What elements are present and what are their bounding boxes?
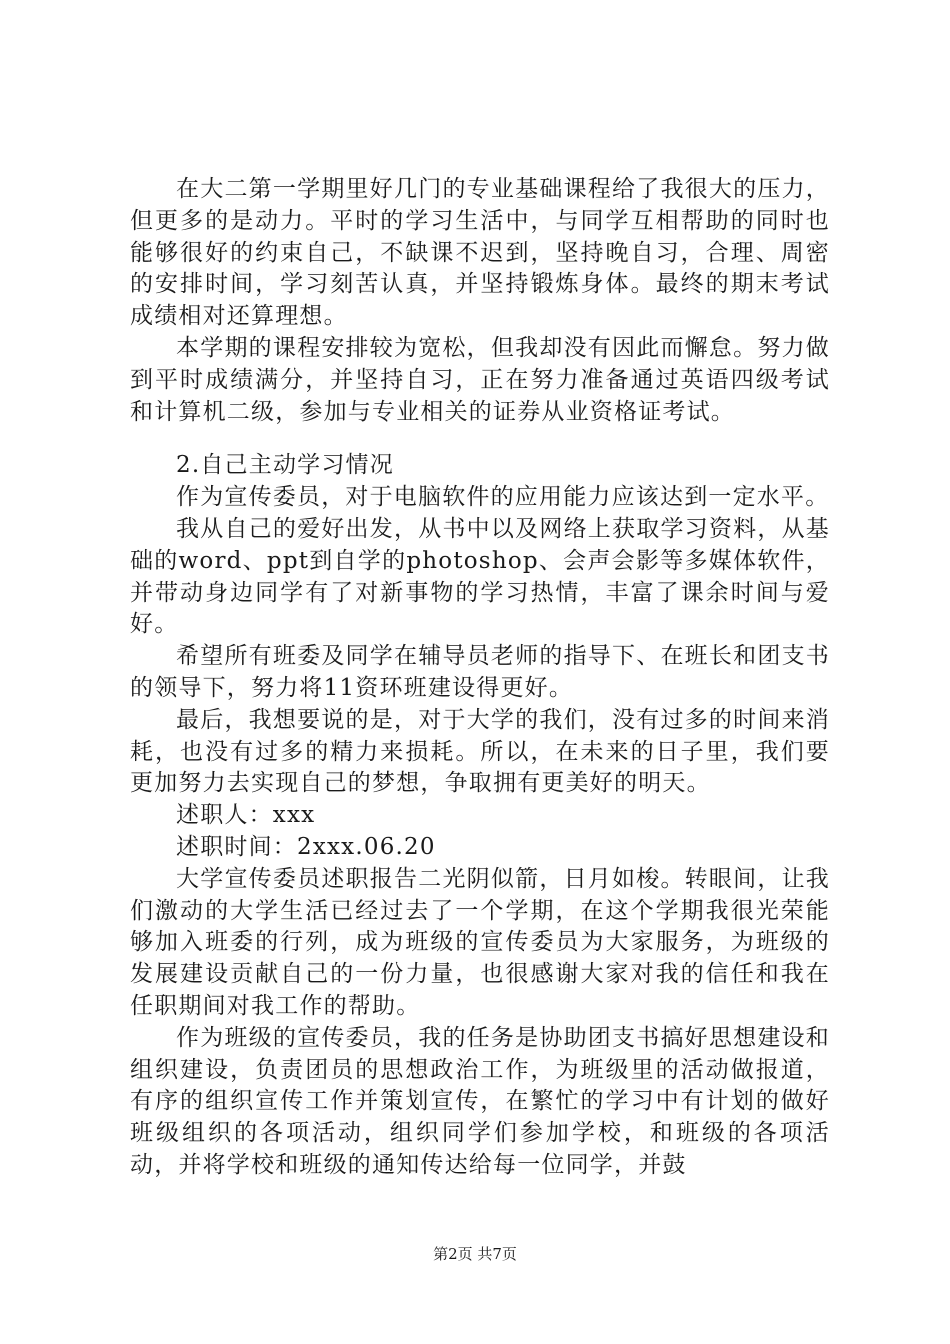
paragraph: 最后，我想要说的是，对于大学的我们，没有过多的时间来消耗，也没有过多的精力来损耗。所以，在未来的日子里，我们要更加努力去实现自己的梦想，争取拥有更美好的明天。 <box>130 706 830 797</box>
document-body <box>130 174 830 1182</box>
paragraph: 我从自己的爱好出发，从书中以及网络上获取学习资料，从基础的word、ppt到自学的photoshop、会声会影等多媒体软件，并带动身边同学有了对新事物的学习热情，丰富了课余时间与爱好。 <box>130 515 830 638</box>
paragraph-gap <box>130 428 830 450</box>
paragraph: 希望所有班委及同学在辅导员老师的指导下、在班长和团支书的领导下，努力将11资环班建设得更好。 <box>130 643 830 701</box>
page-number: 第2页 共7页 <box>433 1245 517 1263</box>
section-heading: 2.自己主动学习情况 <box>176 452 394 479</box>
paragraph: 作为班级的宣传委员，我的任务是协助团支书搞好思想建设和组织建设，负责团员的思想政治工作，为班级里的活动做报道，有序的组织宣传工作并策划宣传，在繁忙的学习中有计划的做好班级组织的各项活动，组织同学们参加学校，和班级的各项活动，并将学校和班级的通知传达给每一位同学，并鼓 <box>130 1024 830 1178</box>
paragraph: 在大二第一学期里好几门的专业基础课程给了我很大的压力，但更多的是动力。平时的学习生活中，与同学互相帮助的同时也能够很好的约束自己，不缺课不迟到，坚持晚自习，合理、周密的安排时间，学习刻苦认真，并坚持锻炼身体。最终的期末考试成绩相对还算理想。 <box>130 176 830 330</box>
paragraph: 作为宣传委员，对于电脑软件的应用能力应该达到一定水平。 <box>176 484 830 511</box>
signature-date: 述职时间：2xxx.06.20 <box>176 833 436 860</box>
signature-name: 述职人：xxx <box>176 802 316 829</box>
paragraph: 本学期的课程安排较为宽松，但我却没有因此而懈怠。努力做到平时成绩满分，并坚持自习，正在努力准备通过英语四级考试和计算机二级，参加与专业相关的证券从业资格证考试。 <box>130 334 830 425</box>
paragraph: 大学宣传委员述职报告二光阴似箭，日月如梭。转眼间，让我们激动的大学生活已经过去了一个学期，在这个学期我很光荣能够加入班委的行列，成为班级的宣传委员为大家服务，为班级的发展建设贡献自己的一份力量，也很感谢大家对我的信任和我在任职期间对我工作的帮助。 <box>130 865 830 1019</box>
